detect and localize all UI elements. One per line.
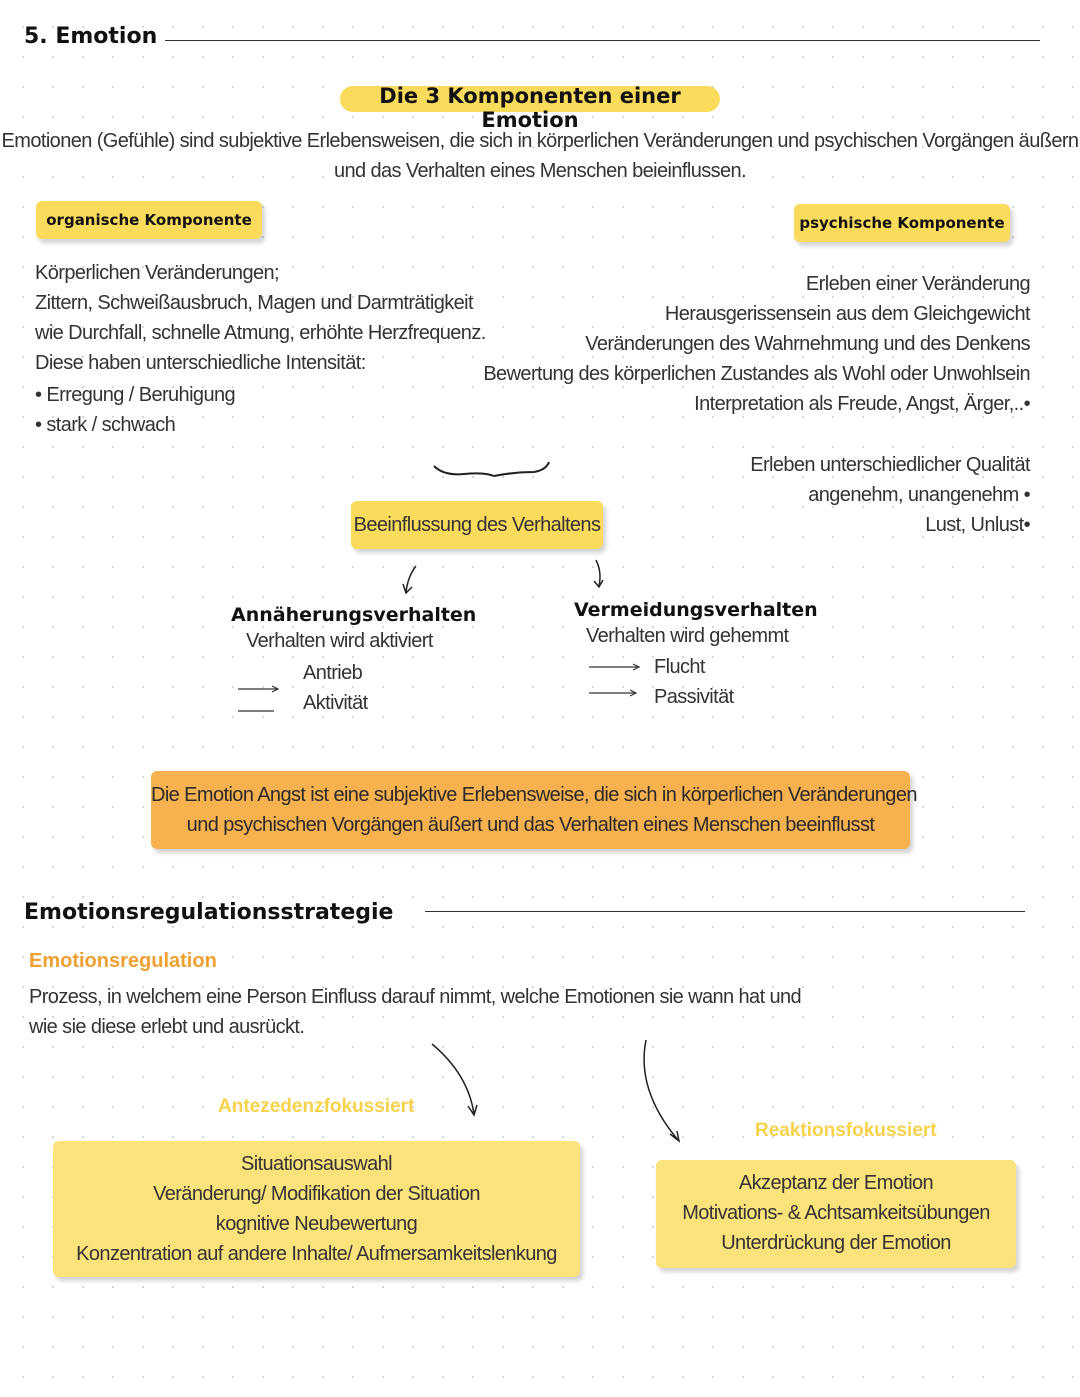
list-item: Situationsauswahl xyxy=(240,1153,392,1175)
psychic-label: psychische Komponente xyxy=(799,214,1005,232)
section-title-regulation: Emotionsregulationsstrategie xyxy=(24,900,394,925)
arrow-left-icon xyxy=(403,566,416,593)
approach-items xyxy=(303,658,368,718)
reaction-box xyxy=(656,1160,1016,1268)
antecedent-label: Antezedenzfokussiert xyxy=(218,1096,415,1117)
text-line: und das Verhalten eines Menschen beieinflussen. xyxy=(333,160,747,182)
arrow-right-icon xyxy=(594,560,603,587)
text-line: Prozess, in welchem eine Person Einfluss darauf nimmt, welche Emotionen sie wann hat und xyxy=(29,986,802,1008)
list-item: Aktivität xyxy=(303,692,368,714)
list-item: kognitive Neubewertung xyxy=(215,1213,418,1235)
text-line: Interpretation als Freude, Angst, Ärger,..• xyxy=(694,393,1030,415)
list-item: • Erregung / Beruhigung xyxy=(35,384,236,406)
list-item: Veränderung/ Modifikation der Situation xyxy=(153,1183,480,1205)
avoid-title: Vermeidungsverhalten xyxy=(574,599,818,621)
text-line: Veränderungen des Wahrnehmung und des Denkens xyxy=(585,333,1030,355)
text-line: Diese haben unterschiedliche Intensität: xyxy=(35,352,366,374)
text-line: Erleben einer Veränderung xyxy=(805,273,1030,295)
reaction-label: Reaktionsfokussiert xyxy=(755,1120,937,1141)
approach-sub: Verhalten wird aktiviert xyxy=(246,630,433,652)
arrow-icon xyxy=(238,686,278,711)
curved-arrow-icon xyxy=(644,1040,679,1141)
arrow-icon xyxy=(589,664,639,696)
list-item: Konzentration auf andere Inhalte/ Aufmersamkeitslenkung xyxy=(76,1243,557,1265)
section-title-emotion: 5. Emotion xyxy=(24,24,158,49)
list-item: Motivations- & Achtsamkeitsübungen xyxy=(682,1202,990,1224)
text-line: und psychischen Vorgängen äußert und das Verhalten eines Menschen beeinflusst xyxy=(186,814,875,836)
summary-box xyxy=(151,771,917,849)
term-heading: Emotionsregulation xyxy=(29,950,217,972)
divider xyxy=(425,911,1025,912)
text-line: Bewertung des körperlichen Zustandes als Wohl oder Unwohlsein xyxy=(483,363,1030,385)
list-item: Akzeptanz der Emotion xyxy=(738,1172,934,1194)
text-line: Emotionen (Gefühle) sind subjektive Erlebensweisen, die sich in körperlichen Veränderungen und psychischen Vorgängen äußern xyxy=(1,130,1079,152)
avoid-items xyxy=(654,652,734,712)
list-item: • stark / schwach xyxy=(35,414,176,436)
text-line: Zittern, Schweißausbruch, Magen und Darmträtigkeit xyxy=(35,292,473,314)
brace-icon xyxy=(434,462,549,476)
behavior-box xyxy=(351,501,603,549)
curved-arrow-icon xyxy=(432,1044,477,1115)
behavior-label: Beeinflussung des Verhaltens xyxy=(353,514,601,536)
text-line: Erleben unterschiedlicher Qualität xyxy=(750,454,1030,476)
list-item: Antrieb xyxy=(303,662,363,684)
subtitle: Die 3 Komponenten einer Emotion xyxy=(379,84,681,132)
approach-title: Annäherungsverhalten xyxy=(231,604,477,626)
regulation-definition xyxy=(29,982,801,1042)
organic-label: organische Komponente xyxy=(46,211,252,229)
text-line: wie Durchfall, schnelle Atmung, erhöhte Herzfrequenz. xyxy=(35,322,486,344)
text-line: Herausgerissensein aus dem Gleichgewicht xyxy=(664,303,1030,325)
antecedent-box xyxy=(53,1141,580,1277)
text-line: Lust, Unlust• xyxy=(925,514,1030,536)
avoid-sub: Verhalten wird gehemmt xyxy=(586,625,789,647)
text-line: Körperlichen Veränderungen; xyxy=(35,262,279,284)
list-item: Flucht xyxy=(654,656,705,678)
text-line: angenehm, unangenehm • xyxy=(808,484,1030,506)
text-line: wie sie diese erlebt und ausrückt. xyxy=(29,1016,305,1038)
list-item: Passivität xyxy=(654,686,734,708)
list-item: Unterdrückung der Emotion xyxy=(721,1232,951,1254)
text-line: Die Emotion Angst ist eine subjektive Erlebensweise, die sich in körperlichen Veränderungen xyxy=(151,784,917,806)
